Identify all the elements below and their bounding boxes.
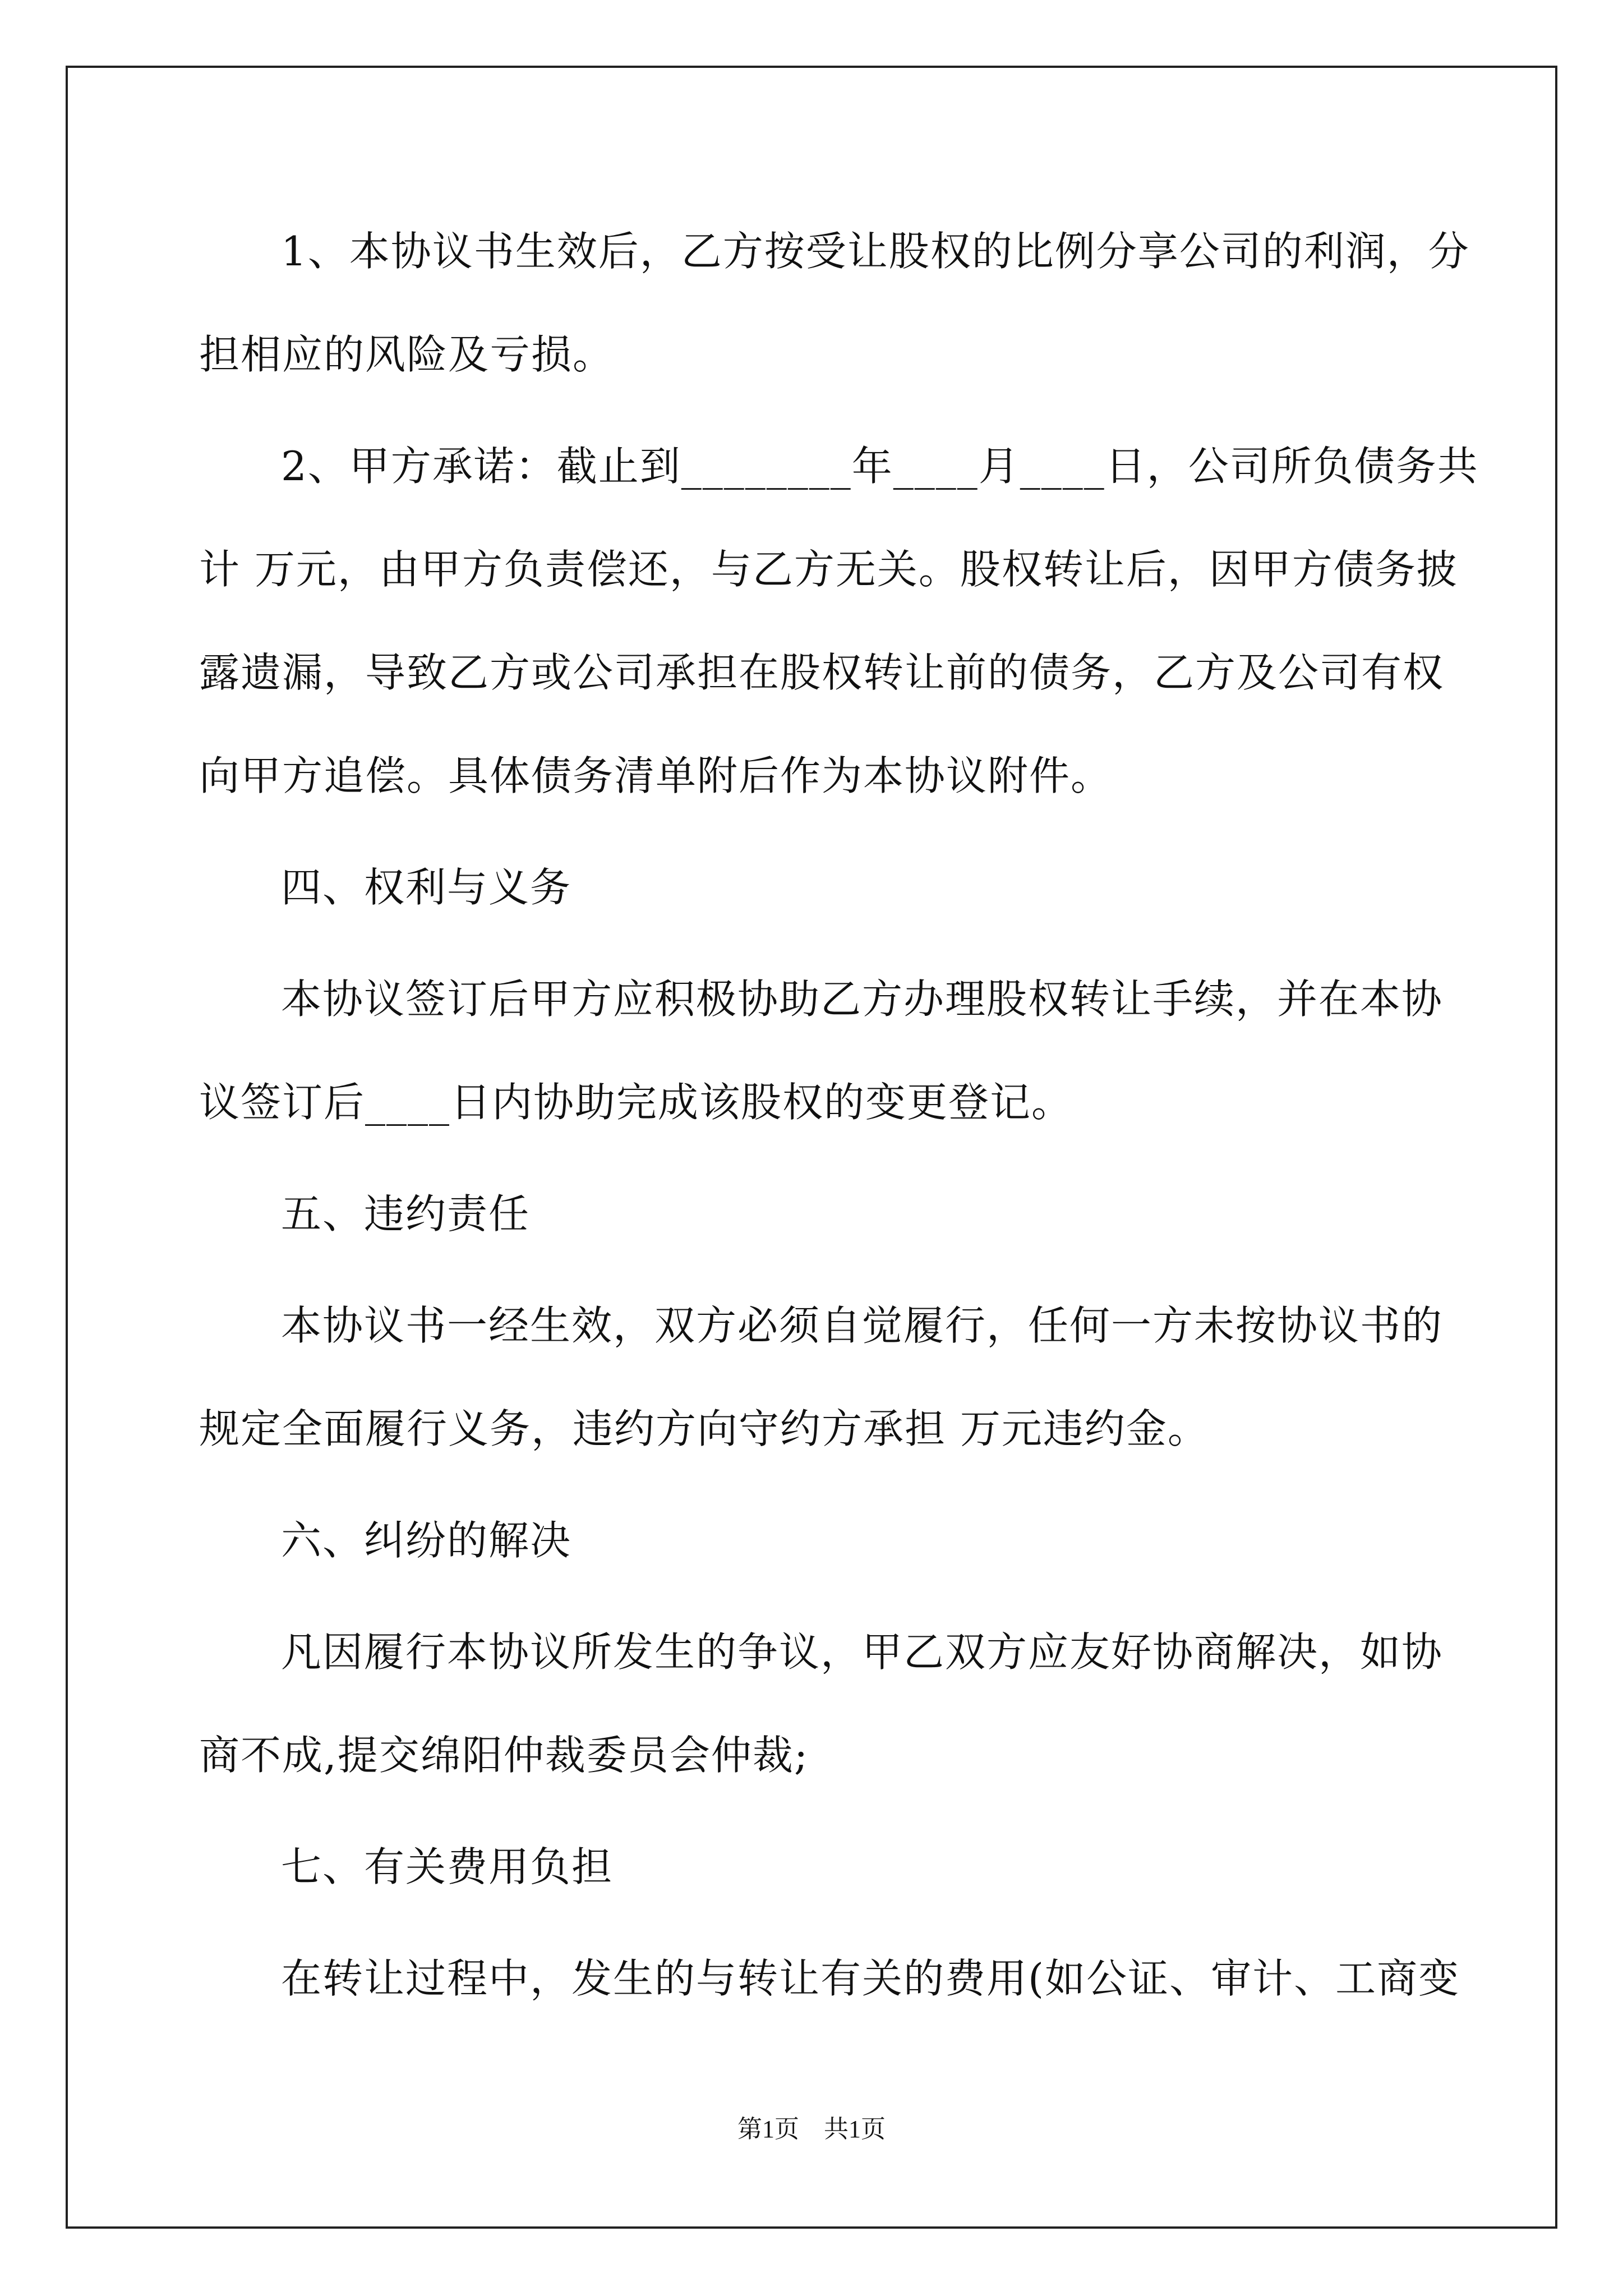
paragraph-breach-line-1: 本协议书一经生效，双方必须自觉履行，任何一方未按协议书的 [281, 1302, 1444, 1349]
paragraph-breach-line-2: 规定全面履行义务，违约方向守约方承担 万元违约金。 [199, 1405, 1209, 1452]
paragraph-clause-1-line-2: 担相应的风险及亏损。 [199, 331, 615, 378]
section-heading-disputes: 六、纠纷的解决 [281, 1517, 572, 1564]
paragraph-rights-line-1: 本协议签订后甲方应积极协助乙方办理股权转让手续，并在本协 [281, 976, 1444, 1023]
paragraph-clause-2-line-3: 露遗漏，导致乙方或公司承担在股权转让前的债务，乙方及公司有权 [199, 649, 1445, 696]
paragraph-clause-2-line-2: 计 万元，由甲方负责偿还，与乙方无关。股权转让后，因甲方债务披 [199, 546, 1458, 593]
paragraph-clause-2-line-1: 2、甲方承诺：截止到________年____月____日，公司所负债务共 [281, 443, 1479, 490]
section-heading-fees: 七、有关费用负担 [281, 1843, 614, 1890]
paragraph-fees-line-1: 在转让过程中，发生的与转让有关的费用(如公证、审计、工商变 [281, 1955, 1460, 2002]
page-border [66, 66, 1557, 2229]
paragraph-disputes-line-2: 商不成,提交绵阳仲裁委员会仲裁; [199, 1732, 809, 1779]
section-heading-breach: 五、违约责任 [281, 1190, 531, 1237]
paragraph-clause-1-line-1: 1、本协议书生效后，乙方按受让股权的比例分享公司的利润，分 [281, 228, 1470, 275]
paragraph-clause-2-line-4: 向甲方追偿。具体债务清单附后作为本协议附件。 [199, 752, 1113, 799]
page-number-footer: 第1页 共1页 [737, 2115, 886, 2143]
paragraph-rights-line-2: 议签订后____日内协助完成该股权的变更登记。 [199, 1079, 1073, 1126]
paragraph-disputes-line-1: 凡因履行本协议所发生的争议，甲乙双方应友好协商解决，如协 [281, 1628, 1444, 1676]
section-heading-rights: 四、权利与义务 [281, 864, 572, 911]
